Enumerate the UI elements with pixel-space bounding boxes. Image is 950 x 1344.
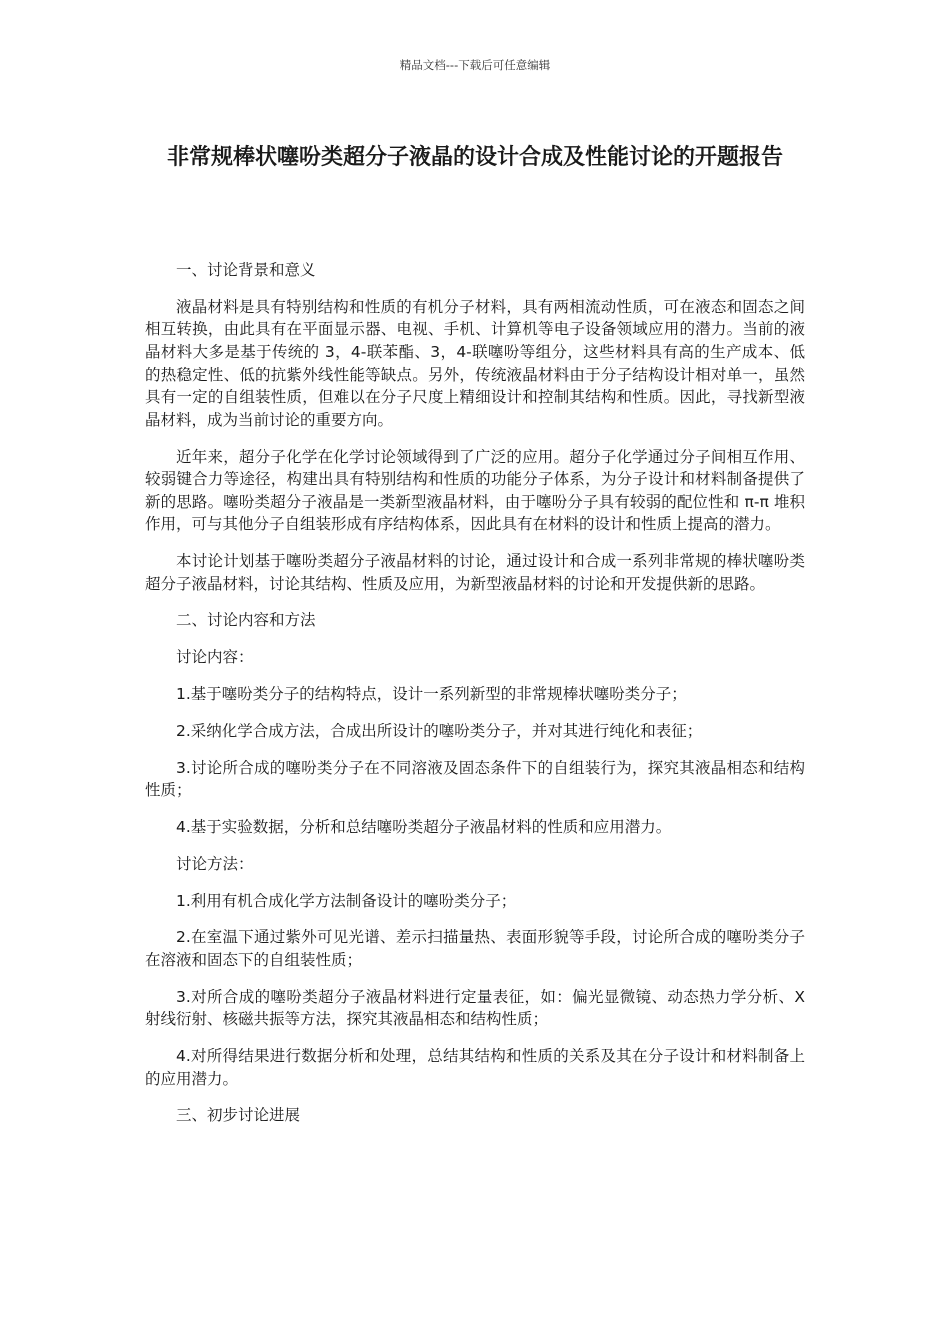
method-label: 讨论方法： <box>176 854 254 873</box>
method-item: 3.对所合成的噻吩类超分子液晶材料进行定量表征，如：偏光显微镜、动态热力学分析、X 射线衍射、核磁共振等方法，探究其液晶相态和结构性质； <box>145 987 805 1029</box>
paragraph-background-1: 液晶材料是具有特别结构和性质的有机分子材料，具有两相流动性质，可在液态和固态之间相互转换，由此具有在平面显示器、电视、手机、计算机等电子设备领域应用的潜力。当前的液晶材料大多是基于传统的 3，4-联苯酯、3，4-联噻吩等组分，这些材料具有高的生产成本、低的热稳定性、低的抗紫外线性能等缺点。另外，传统液晶材料由于分子结构设计相对单一，虽然具有一定的自组装性质，但难以在分子尺度上精细设计和控制其结构和性质。因此，寻找新型液晶材料，成为当前讨论的重要方向。 <box>145 297 805 429</box>
document-body <box>145 259 805 1141</box>
method-item: 2.在室温下通过紫外可见光谱、差示扫描量热、表面形貌等手段，讨论所合成的噻吩类分子在溶液和固态下的自组装性质； <box>145 928 805 969</box>
page-header-note: 精品文档---下载后可任意编辑 <box>399 58 551 72</box>
section-heading-content-methods: 二、讨论内容和方法 <box>176 611 316 630</box>
method-item: 1.利用有机合成化学方法制备设计的噻吩类分子； <box>176 891 517 910</box>
section-heading-background: 一、讨论背景和意义 <box>176 261 316 279</box>
paragraph-background-3: 本讨论计划基于噻吩类超分子液晶材料的讨论，通过设计和合成一系列非常规的棒状噻吩类超分子液晶材料，讨论其结构、性质及应用，为新型液晶材料的讨论和开发提供新的思路。 <box>145 552 805 593</box>
section-heading-progress: 三、初步讨论进展 <box>176 1106 301 1125</box>
content-item: 2.采纳化学合成方法，合成出所设计的噻吩类分子，并对其进行纯化和表征； <box>176 721 703 740</box>
method-item: 4.对所得结果进行数据分析和处理，总结其结构和性质的关系及其在分子设计和材料制备上的应用潜力。 <box>145 1047 805 1088</box>
paragraph-background-2: 近年来，超分子化学在化学讨论领域得到了广泛的应用。超分子化学通过分子间相互作用、较弱键合力等途径，构建出具有特别结构和性质的功能分子体系，为分子设计和材料制备提供了新的思路。噻吩类超分子液晶是一类新型液晶材料，由于噻吩分子具有较弱的配位性和 π-π 堆积作用，可与其他分子自组装形成有序结构体系，因此具有在材料的设计和性质上提高的潜力。 <box>145 447 805 534</box>
content-item: 3.讨论所合成的噻吩类分子在不同溶液及固态条件下的自组装行为，探究其液晶相态和结构性质； <box>145 758 805 800</box>
content-item: 1.基于噻吩类分子的结构特点，设计一系列新型的非常规棒状噻吩类分子； <box>176 685 687 704</box>
content-label: 讨论内容： <box>176 648 254 667</box>
document-title: 非常规棒状噻吩类超分子液晶的设计合成及性能讨论的开题报告 <box>166 145 783 170</box>
content-item: 4.基于实验数据，分析和总结噻吩类超分子液晶材料的性质和应用潜力。 <box>176 817 672 836</box>
